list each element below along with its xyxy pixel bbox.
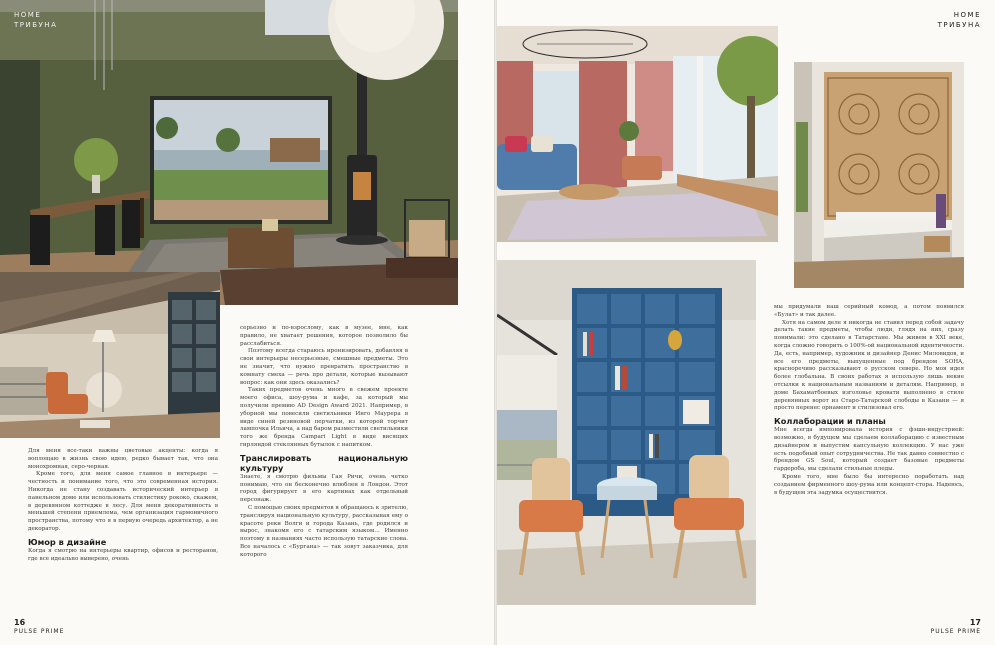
header-line: HOME [14, 11, 42, 19]
paragraph: Мне всегда импонировала история с фэшн-индустрией: возможно, в будущем мы сделаем коллаборацию с известным дизайнером и выпустим капсульную коллекцию. У нас уже есть подобный опыт сотрудничества. Не так давно совместно с брендом GS Soul, который создает базовые предметы гардероба, мы сделали стильные пледы. [774, 427, 964, 473]
right-page [497, 0, 995, 645]
blue-bookcase-photo [497, 260, 756, 605]
magazine-brand: PULSE PRIME [930, 628, 981, 635]
header-line: ТРИБУНА [937, 21, 981, 29]
section-heading: Юмор в дизайне [28, 536, 107, 547]
header-line: ТРИБУНА [14, 21, 58, 29]
bookcase-illustration [497, 260, 756, 605]
page-number: 17 [969, 618, 981, 627]
paragraph: Знаете, я смотрю фильмы Гая Ричи, очень четко понимаю, что он бесконечно влюблен в Лондон. Этот город фигурирует в его картинах как отдельный персонаж. [240, 473, 408, 504]
page-number: 16 [14, 618, 26, 627]
paragraph: Для меня все-таки важны цветовые акценты: когда я воплощаю в жизнь свою идею, редко бывает так, что она монохромная, серо-черная. [28, 448, 218, 470]
bedroom-illustration [794, 62, 964, 288]
attic-reading-photo [0, 272, 220, 438]
paragraph: Кроме того, мне было бы интересно поработать над созданием фирменного шоу-рума или концепт-стора. Надеюсь, в будущем эта задумка осуществится. [774, 473, 964, 496]
section-header [938, 10, 981, 30]
paragraph: серьезно и по-взрослому, как в музее, мне, как правило, не хватает решения, которое позволило бы расслабиться. [240, 325, 408, 347]
left-page [0, 0, 494, 645]
paragraph: Когда я смотрю на интерьеры квартир, офисов и ресторанов, где все идеально выверено, очень [28, 547, 218, 562]
paragraph: Таких предметов очень много в свежем проекте моего офиса, шоу-рума и кафе, за который мы получили премию AD Design Award 2021. Например, в уборной мы повесили светильники Инго Маурера в виде синей резиновой перчатки, из которой торчит лампочка Ильича, а над баром разместили светильники того же бренда Campari Light в виде висящих гирляндой стеклянных бутылок с напитком. [240, 387, 408, 448]
paragraph: С помощью своих предметов я обращаюсь к зрителю, транслируя национальную культуру, рассказывая ему о красоте реки Волги и города Казань, где родился и вырос, знакомя его с татарским языком… Именно поэтому в названиях часто использую татарские слова. Все началось с «Бургана» — так зовут заказчика, для которого [240, 504, 408, 558]
magazine-brand: PULSE PRIME [14, 628, 65, 635]
paragraph: мы придумали наш серийный комод, а потом появился «Булат» и так далее. [774, 304, 964, 318]
attic-illustration [0, 272, 220, 438]
paragraph: Хотя на самом деле я никогда не ставил перед собой задачу делать такие предметы, чтобы люди, глядя на них, сразу понимали: это сделано в Татарстане. Мы живем в XXI веке, когда сложно говорить о 100%-ой национальной идентичности. Да, есть, например, художник и дизайнер Денис Миловидов, и все его предметы, выпущенные под брендом SOHA, красноречиво рассказывают о русском севере. Но моя идея более глобальна. В своих работах я использую лишь некие отсылки к национальным названиям и деталям. Например, в доме Бахаматбоевых изголовье кровати выполнено в стиле деревянных ворот из Старо-Татарской слободы в Казани — я просто перенес орнамент и стилизовал его. [774, 319, 964, 412]
section-heading: Транслировать национальную культуру [240, 452, 408, 473]
pink-living-room-illustration [497, 26, 778, 242]
carved-headboard-bedroom-photo [794, 62, 964, 288]
section-heading: Коллаборации и планы [774, 416, 886, 427]
living-room-illustration [0, 0, 458, 305]
paragraph: Поэтому всегда стараюсь иронизировать, добавляя в свои интерьеры несерьезные, смешные предметы. Это не значит, что нужно превратить пространство в комнату смеха — речь про детали, которые вызывают вопрос: как они здесь оказались? [240, 348, 408, 386]
text-column-1 [28, 448, 218, 563]
page-footer [14, 618, 64, 635]
text-column-3 [774, 304, 964, 497]
text-column-2 [240, 325, 408, 560]
page-footer [931, 618, 981, 635]
section-header [14, 10, 57, 30]
pink-living-room-photo [497, 26, 778, 242]
living-room-photo [0, 0, 458, 305]
paragraph: Кроме того, для меня самое главное в интерьере — честность и понимание того, что это современная история. Никогда не стану создавать исторический интерьер в панельном доме или использовать стилистику рококо, скажем, в деревянном коттедже в лесу. Для меня декоративность в меньшей степени приемлема, чем организация гармоничного пространства, потому что я в первую очередь архитектор, а не декоратор. [28, 471, 218, 532]
header-line: HOME [953, 11, 981, 19]
